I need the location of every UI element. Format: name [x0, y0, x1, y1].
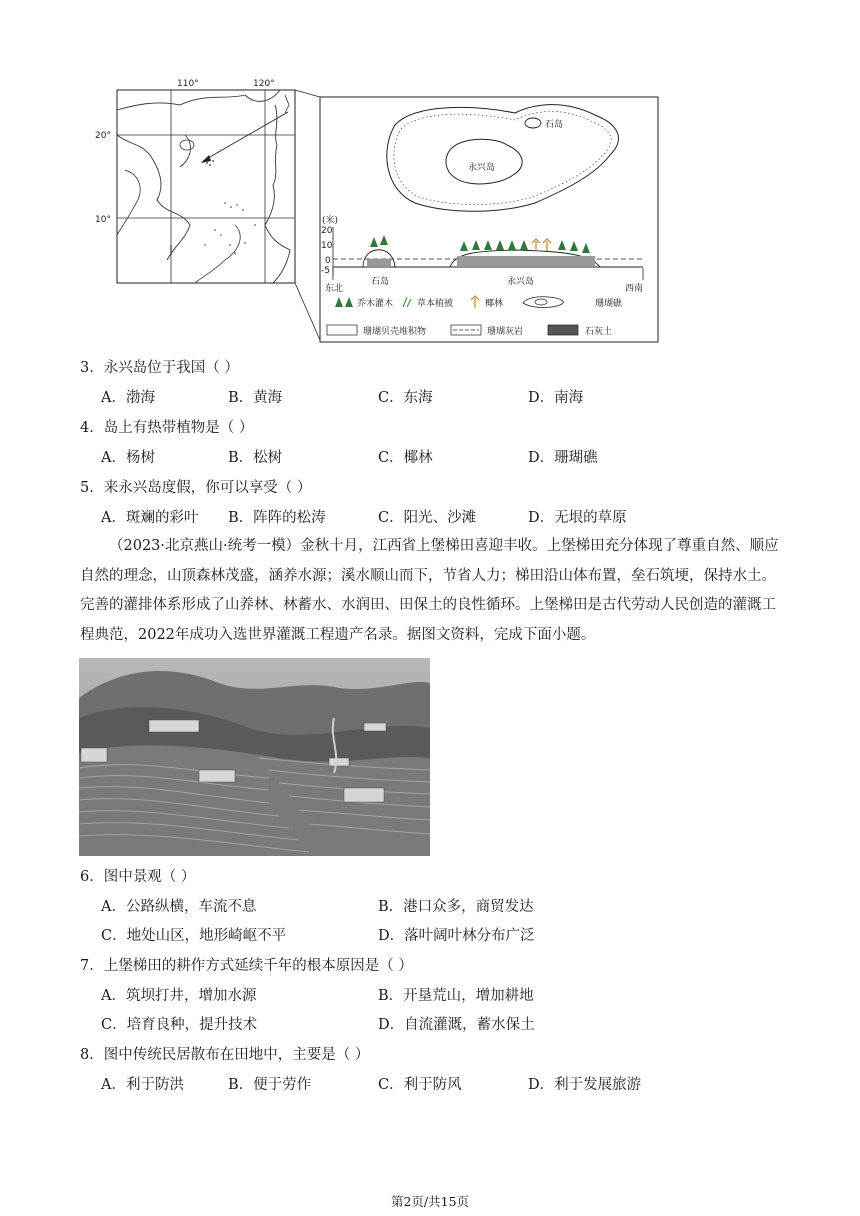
option-d[interactable]: D．无垠的草原 — [528, 510, 627, 526]
tick-10: 10 — [321, 241, 333, 251]
question-stem: 上堡梯田的耕作方式延续千年的根本原因是（ ） — [103, 958, 413, 974]
question-3 — [80, 358, 239, 378]
yongxing-island-detail — [320, 97, 658, 342]
option-c[interactable]: C．地处山区，地形崎岖不平 — [101, 928, 287, 944]
shidao-label: 石岛 — [545, 120, 564, 130]
south-china-sea-map — [95, 79, 295, 283]
question-number: 4． — [80, 420, 104, 436]
option-a[interactable]: A．筑坝打井，增加水源 — [101, 988, 257, 1004]
tick-neg5: -5 — [321, 266, 330, 276]
yongxing-label: 永兴岛 — [468, 163, 496, 173]
option-d[interactable]: D．落叶阔叶林分布广泛 — [378, 928, 535, 944]
option-d[interactable]: D．自流灌溉，蓄水保土 — [378, 1017, 535, 1033]
question-number: 6． — [80, 869, 104, 885]
legend-soil: 石灰土 — [585, 327, 613, 337]
option-c[interactable]: C．阳光、沙滩 — [378, 510, 477, 526]
option-b[interactable]: B．黄海 — [228, 390, 283, 406]
question-stem: 来永兴岛度假，你可以享受（ ） — [103, 480, 312, 496]
dir-southwest: 西南 — [625, 284, 644, 294]
question-number: 7． — [80, 958, 104, 974]
option-b[interactable]: B．松树 — [228, 450, 283, 466]
option-b[interactable]: B．阵阵的松涛 — [228, 510, 326, 526]
question-4 — [80, 418, 253, 438]
soil-swatch — [548, 325, 578, 335]
option-c[interactable]: C．利于防风 — [378, 1077, 462, 1093]
option-a[interactable]: A．斑斓的彩叶 — [101, 510, 199, 526]
reading-passage: （2023·北京燕山·统考一模）金秋十月，江西省上堡梯田喜迎丰收。上堡梯田充分体现了尊重自然、顺应自然的理念，山顶森林茂盛，涵养水源；溪水顺山而下，节省人力；梯田沿山体布置，垒石筑埂，保持水土。完善的灌排体系形成了山养林、林蓄水、水润田、田保土的良性循环。上堡梯田是古代劳动人民创造的灌溉工程典范，2022年成功入选世界灌溉工程遗产名录。据图文资料，完成下面小题。 — [80, 538, 779, 643]
question-8 — [80, 1045, 369, 1065]
legend-grass: 草本植被 — [417, 299, 454, 309]
option-d[interactable]: D．利于发展旅游 — [528, 1077, 642, 1093]
question-stem: 岛上有热带植物是（ ） — [103, 420, 254, 436]
tick-20: 20 — [321, 226, 333, 236]
legend-reef: 珊瑚礁 — [595, 299, 623, 309]
lat-label-10: 10° — [95, 215, 111, 225]
option-a[interactable]: A．渤海 — [101, 390, 155, 406]
question-number: 8． — [80, 1047, 104, 1063]
option-a[interactable]: A．杨树 — [101, 450, 155, 466]
option-d[interactable]: D．南海 — [528, 390, 584, 406]
option-a[interactable]: A．公路纵横，车流不息 — [101, 899, 257, 915]
question-number: 3． — [80, 360, 104, 376]
option-a[interactable]: A．利于防洪 — [101, 1077, 184, 1093]
question-number: 5． — [80, 480, 104, 496]
tick-0: 0 — [325, 256, 331, 266]
question-7 — [80, 956, 413, 976]
option-d[interactable]: D．珊瑚礁 — [528, 450, 598, 466]
island-figure — [95, 75, 660, 347]
option-c[interactable]: C．东海 — [378, 390, 433, 406]
lat-label-20: 20° — [95, 131, 111, 141]
question-5 — [80, 478, 311, 498]
lon-label-110: 110° — [177, 79, 199, 89]
terrace-photo — [79, 658, 430, 856]
question-6 — [80, 867, 195, 887]
profile-shidao: 石岛 — [371, 277, 390, 287]
legend-coconut: 椰林 — [485, 299, 504, 309]
dir-northeast: 东北 — [325, 284, 344, 294]
profile-unit: (米) — [322, 216, 339, 226]
question-stem: 图中传统民居散布在田地中，主要是（ ） — [103, 1047, 370, 1063]
question-stem: 图中景观（ ） — [103, 869, 196, 885]
option-b[interactable]: B．开垦荒山，增加耕地 — [378, 988, 534, 1004]
option-b[interactable]: B．便于劳作 — [228, 1077, 312, 1093]
option-c[interactable]: C．培育良种，提升技术 — [101, 1017, 258, 1033]
option-b[interactable]: B．港口众多，商贸发达 — [378, 899, 534, 915]
profile-yongxing: 永兴岛 — [507, 277, 535, 287]
page-number: 第2页/共15页 — [390, 1194, 470, 1209]
lon-label-120: 120° — [253, 79, 275, 89]
question-stem: 永兴岛位于我国（ ） — [103, 360, 239, 376]
legend-sediment: 珊瑚贝壳堆积物 — [363, 327, 427, 337]
legend-trees: 乔木灌木 — [357, 299, 394, 309]
option-c[interactable]: C．椰林 — [378, 450, 433, 466]
legend-limestone: 珊瑚灰岩 — [487, 327, 524, 337]
